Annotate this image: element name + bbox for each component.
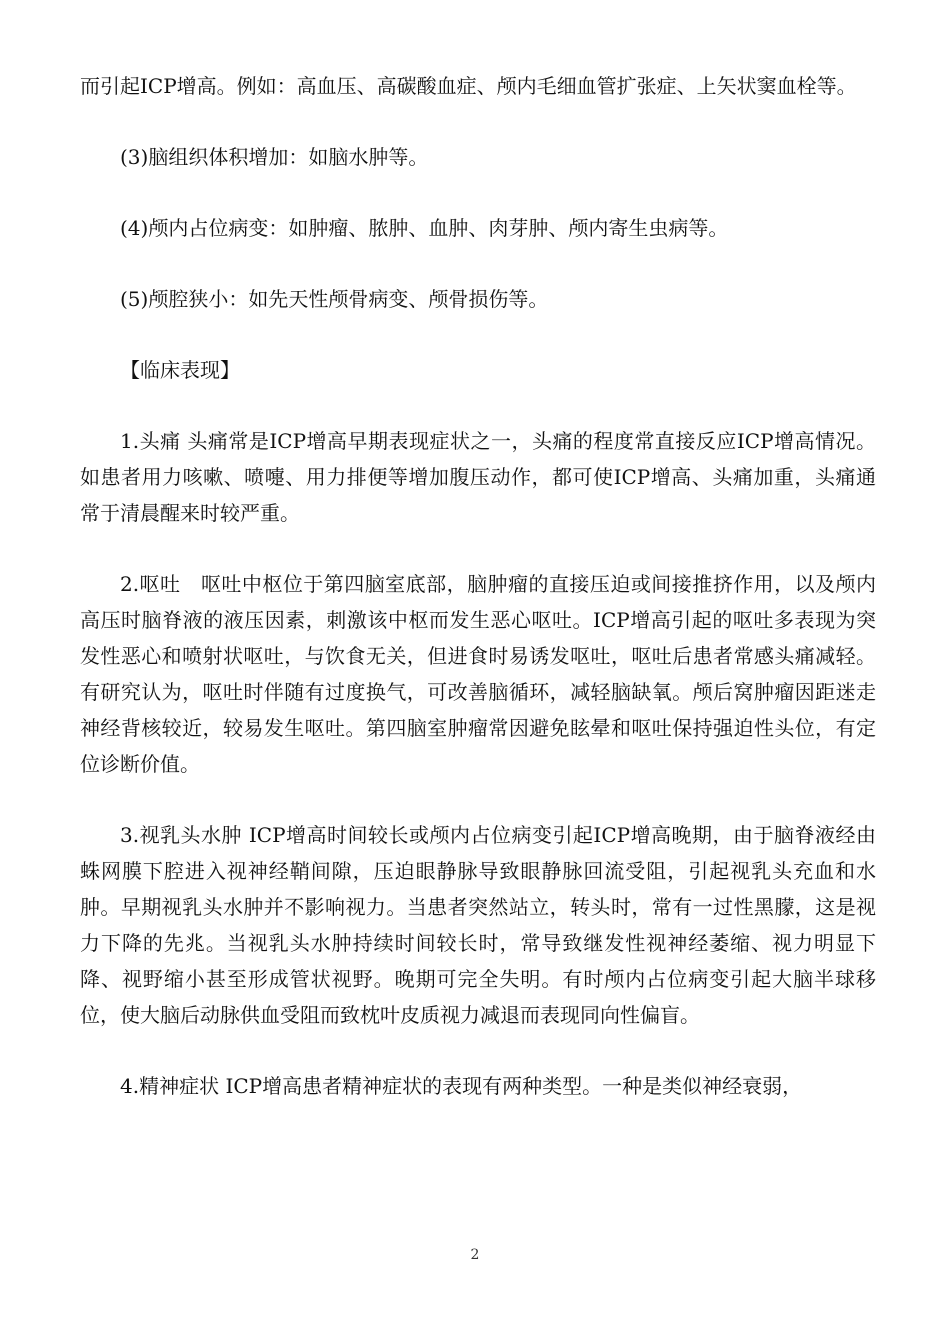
paragraph-cause-3: (3)脑组织体积增加：如脑水肿等。	[120, 145, 429, 169]
section-title-clinical: 【临床表现】	[120, 358, 240, 382]
document-page	[80, 68, 876, 1139]
page-number: 2	[470, 1247, 480, 1263]
paragraph-headache: 1.头痛 头痛常是ICP增高早期表现症状之一，头痛的程度常直接反应ICP增高情况。如患者用力咳嗽、喷嚏、用力排便等增加腹压动作，都可使ICP增高、头痛加重，头痛通常于清晨醒来时较严重。	[80, 429, 876, 525]
paragraph-vomiting: 2.呕吐 呕吐中枢位于第四脑室底部，脑肿瘤的直接压迫或间接推挤作用，以及颅内高压时脑脊液的液压因素，刺激该中枢而发生恶心呕吐。ICP增高引起的呕吐多表现为突发性恶心和喷射状呕吐，与饮食无关，但进食时易诱发呕吐，呕吐后患者常感头痛减轻。有研究认为，呕吐时伴随有过度换气，可改善脑循环，减轻脑缺氧。颅后窝肿瘤因距迷走神经背核较近，较易发生呕吐。第四脑室肿瘤常因避免眩晕和呕吐保持强迫性头位，有定位诊断价值。	[80, 572, 876, 776]
paragraph-intro-continuation: 而引起ICP增高。例如：高血压、高碳酸血症、颅内毛细血管扩张症、上矢状窦血栓等。	[80, 74, 857, 98]
paragraph-papilledema: 3.视乳头水肿 ICP增高时间较长或颅内占位病变引起ICP增高晚期，由于脑脊液经由蛛网膜下腔进入视神经鞘间隙，压迫眼静脉导致眼静脉回流受阻，引起视乳头充血和水肿。早期视乳头水肿并不影响视力。当患者突然站立，转头时，常有一过性黑朦，这是视力下降的先兆。当视乳头水肿持续时间较长时，常导致继发性视神经萎缩、视力明显下降、视野缩小甚至形成管状视野。晚期可完全失明。有时颅内占位病变引起大脑半球移位，使大脑后动脉供血受阻而致枕叶皮质视力减退而表现同向性偏盲。	[80, 823, 876, 1027]
paragraph-mental-symptoms: 4.精神症状 ICP增高患者精神症状的表现有两种类型。一种是类似神经衰弱，	[120, 1074, 803, 1098]
paragraph-cause-4: (4)颅内占位病变：如肿瘤、脓肿、血肿、肉芽肿、颅内寄生虫病等。	[120, 216, 729, 240]
paragraph-cause-5: (5)颅腔狭小：如先天性颅骨病变、颅骨损伤等。	[120, 287, 549, 311]
